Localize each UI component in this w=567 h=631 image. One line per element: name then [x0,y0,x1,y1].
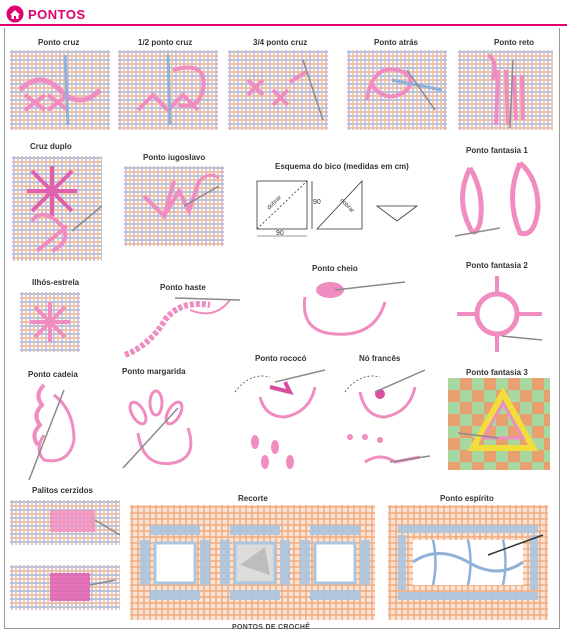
label-ponto-espirito: Ponto espírito [440,494,494,503]
label-ponto-cadeia: Ponto cadeia [28,370,78,379]
esquema-fold-label-2: dobrar [338,197,355,215]
swatch-ponto-margarida [118,378,218,473]
esquema-fold-label-1: dobrar [266,194,283,212]
esquema-dim-side: 90 [313,199,321,206]
label-ponto-fantasia-1: Ponto fantasia 1 [466,146,528,155]
page-title: PONTOS [28,6,86,22]
esquema-dim-bottom: 90 [276,230,284,237]
label-recorte: Recorte [238,494,268,503]
label-ponto-fantasia-3: Ponto fantasia 3 [466,368,528,377]
esquema-title: Esquema do bico (medidas em cm) [275,162,409,171]
label-ponto-reto: Ponto reto [494,38,534,47]
label-meio-ponto-cruz: 1/2 ponto cruz [138,38,193,47]
label-ponto-margarida: Ponto margarida [122,367,186,376]
swatch-palitos-cerzidos-1 [10,500,120,545]
header-divider [0,24,567,26]
label-ponto-iugoslavo: Ponto iugoslavo [143,153,206,162]
swatch-ponto-fantasia-2 [452,274,547,354]
swatch-ponto-fantasia-1 [450,158,550,248]
label-tres-quartos-ponto-cruz: 3/4 ponto cruz [253,38,308,47]
swatch-ponto-cheio [275,272,415,342]
swatch-recorte [130,505,375,620]
swatch-ilhos-estrela [20,292,80,352]
swatch-no-frances [340,362,435,472]
label-ponto-fantasia-2: Ponto fantasia 2 [466,261,528,270]
label-ponto-haste: Ponto haste [160,283,206,292]
swatch-ponto-haste [120,290,250,360]
label-ponto-cruz: Ponto cruz [38,38,80,47]
swatch-cruz-duplo [12,156,102,261]
label-ponto-atras: Ponto atrás [374,38,419,47]
label-no-frances: Nó francês [359,354,401,363]
house-icon [6,5,24,23]
swatch-ponto-reto [458,50,553,130]
swatch-ponto-fantasia-3 [448,378,550,470]
swatch-ponto-cruz [10,50,110,130]
swatch-tres-quartos-ponto-cruz [228,50,328,130]
footer-text: PONTOS DE CROCHÊ [232,624,311,631]
label-palitos-cerzidos: Palitos cerzidos [32,486,93,495]
page-header [6,4,86,24]
swatch-ponto-rococo [230,362,335,472]
label-ponto-cheio: Ponto cheio [312,264,358,273]
swatch-ponto-atras [347,50,447,130]
swatch-ponto-espirito [388,505,548,620]
swatch-palitos-cerzidos-2 [10,565,120,610]
label-ilhos-estrela: Ilhós-estrela [32,278,80,287]
swatch-ponto-iugoslavo [124,166,224,246]
label-ponto-rococo: Ponto rococó [255,354,307,363]
swatch-meio-ponto-cruz [118,50,218,130]
label-cruz-duplo: Cruz duplo [30,142,72,151]
swatch-ponto-cadeia [14,380,104,485]
